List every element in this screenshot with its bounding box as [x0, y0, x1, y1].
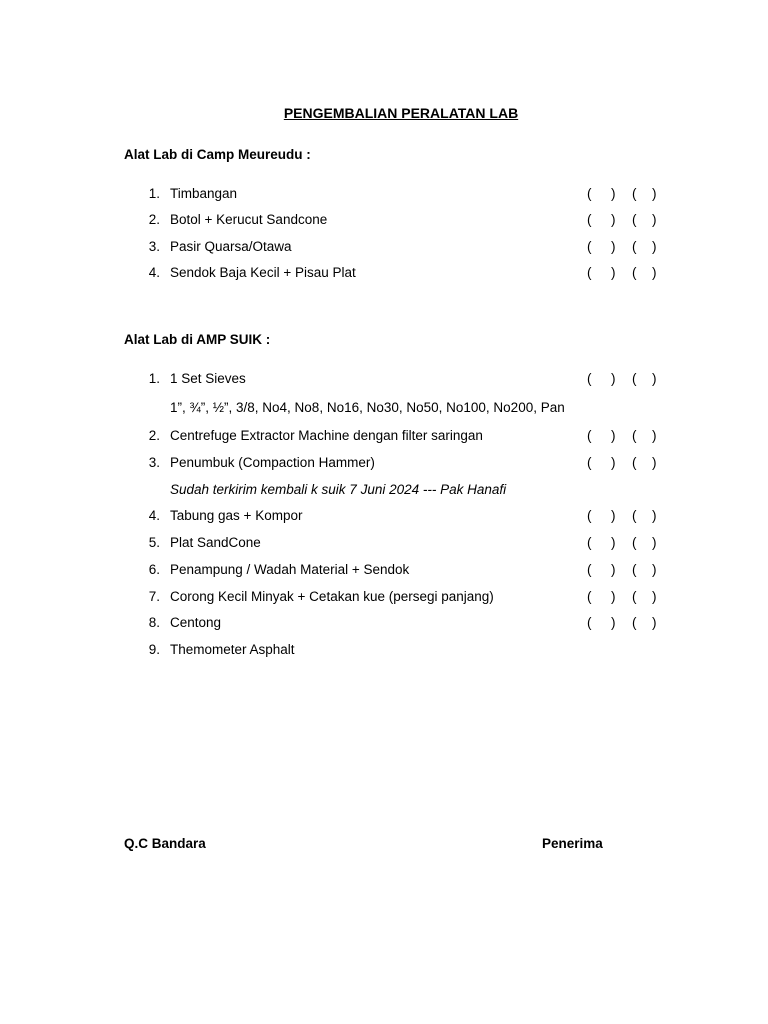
checkbox-open-1: ( [587, 508, 592, 523]
checkbox-open-2: ( [632, 508, 637, 523]
checkbox-open-1: ( [587, 589, 592, 604]
item-number: 9. [148, 642, 160, 657]
checkbox-close-1: ) [611, 371, 616, 386]
checkbox-close-2: ) [652, 589, 657, 604]
item-label: Centrefuge Extractor Machine dengan filter saringan [170, 428, 483, 443]
list-item [0, 642, 768, 660]
checkbox-open-1: ( [587, 186, 592, 201]
checkbox-open-1: ( [587, 239, 592, 254]
item-label: Penumbuk (Compaction Hammer) [170, 455, 375, 470]
checkbox-close-1: ) [611, 186, 616, 201]
document-title: PENGEMBALIAN PERALATAN LAB [283, 105, 519, 121]
item-number: 2. [148, 212, 160, 227]
checkbox-open-1: ( [587, 265, 592, 280]
item-number: 5. [148, 535, 160, 550]
checkbox-close-2: ) [652, 265, 657, 280]
checkbox-open-2: ( [632, 265, 637, 280]
list-item [0, 508, 768, 526]
checkbox-open-2: ( [632, 615, 637, 630]
checkbox-close-1: ) [611, 455, 616, 470]
list-item [0, 535, 768, 553]
section-heading-amp-suik: Alat Lab di AMP SUIK : [124, 332, 271, 347]
list-item [0, 589, 768, 607]
item-label: Corong Kecil Minyak + Cetakan kue (persegi panjang) [170, 589, 494, 604]
item-number: 8. [148, 615, 160, 630]
item-number: 2. [148, 428, 160, 443]
list-item [0, 265, 768, 283]
checkbox-close-1: ) [611, 508, 616, 523]
list-item [0, 428, 768, 446]
checkbox-close-2: ) [652, 535, 657, 550]
checkbox-open-2: ( [632, 589, 637, 604]
checkbox-close-1: ) [611, 535, 616, 550]
item-number: 6. [148, 562, 160, 577]
checkbox-close-2: ) [652, 508, 657, 523]
checkbox-close-1: ) [611, 615, 616, 630]
checkbox-close-2: ) [652, 562, 657, 577]
item-number: 1. [148, 371, 160, 386]
checkbox-open-1: ( [587, 455, 592, 470]
checkbox-open-2: ( [632, 239, 637, 254]
item-number: 3. [148, 455, 160, 470]
list-item [0, 615, 768, 633]
sieve-sizes-note: 1”, ¾”, ½”, 3/8, No4, No8, No16, No30, No50, No100, No200, Pan [170, 400, 565, 415]
checkbox-open-1: ( [587, 428, 592, 443]
checkbox-close-2: ) [652, 371, 657, 386]
item-number: 4. [148, 265, 160, 280]
item-label: 1 Set Sieves [170, 371, 246, 386]
checkbox-open-1: ( [587, 562, 592, 577]
checkbox-close-2: ) [652, 186, 657, 201]
list-item [0, 562, 768, 580]
item-label: Tabung gas + Kompor [170, 508, 303, 523]
item-label: Penampung / Wadah Material + Sendok [170, 562, 410, 577]
checkbox-open-1: ( [587, 535, 592, 550]
checkbox-close-2: ) [652, 615, 657, 630]
item-label: Botol + Kerucut Sandcone [170, 212, 328, 227]
checkbox-close-1: ) [611, 562, 616, 577]
item-number: 7. [148, 589, 160, 604]
item-label: Themometer Asphalt [170, 642, 295, 657]
list-item [0, 239, 768, 257]
checkbox-close-1: ) [611, 265, 616, 280]
item-label: Centong [170, 615, 222, 630]
checkbox-close-1: ) [611, 589, 616, 604]
item-label: Sendok Baja Kecil + Pisau Plat [170, 265, 356, 280]
checkbox-close-1: ) [611, 212, 616, 227]
list-item [0, 212, 768, 230]
item-number: 4. [148, 508, 160, 523]
checkbox-open-1: ( [587, 615, 592, 630]
signature-qc-bandara: Q.C Bandara [124, 836, 206, 851]
checkbox-close-2: ) [652, 428, 657, 443]
checkbox-open-1: ( [587, 212, 592, 227]
item-number: 1. [148, 186, 160, 201]
checkbox-close-2: ) [652, 239, 657, 254]
checkbox-open-2: ( [632, 371, 637, 386]
list-item [0, 186, 768, 204]
item-number: 3. [148, 239, 160, 254]
checkbox-open-1: ( [587, 371, 592, 386]
list-item [0, 371, 768, 389]
checkbox-close-2: ) [652, 455, 657, 470]
item-label: Timbangan [170, 186, 238, 201]
list-item [0, 455, 768, 473]
checkbox-close-1: ) [611, 239, 616, 254]
section-heading-camp-meureudu: Alat Lab di Camp Meureudu : [124, 147, 311, 162]
checkbox-open-2: ( [632, 535, 637, 550]
checkbox-open-2: ( [632, 455, 637, 470]
return-note: Sudah terkirim kembali k suik 7 Juni 2024 --- Pak Hanafi [170, 482, 507, 497]
signature-penerima: Penerima [542, 836, 603, 851]
checkbox-open-2: ( [632, 428, 637, 443]
item-label: Pasir Quarsa/Otawa [170, 239, 292, 254]
checkbox-open-2: ( [632, 562, 637, 577]
checkbox-open-2: ( [632, 212, 637, 227]
checkbox-open-2: ( [632, 186, 637, 201]
checkbox-close-1: ) [611, 428, 616, 443]
checkbox-close-2: ) [652, 212, 657, 227]
item-label: Plat SandCone [170, 535, 261, 550]
